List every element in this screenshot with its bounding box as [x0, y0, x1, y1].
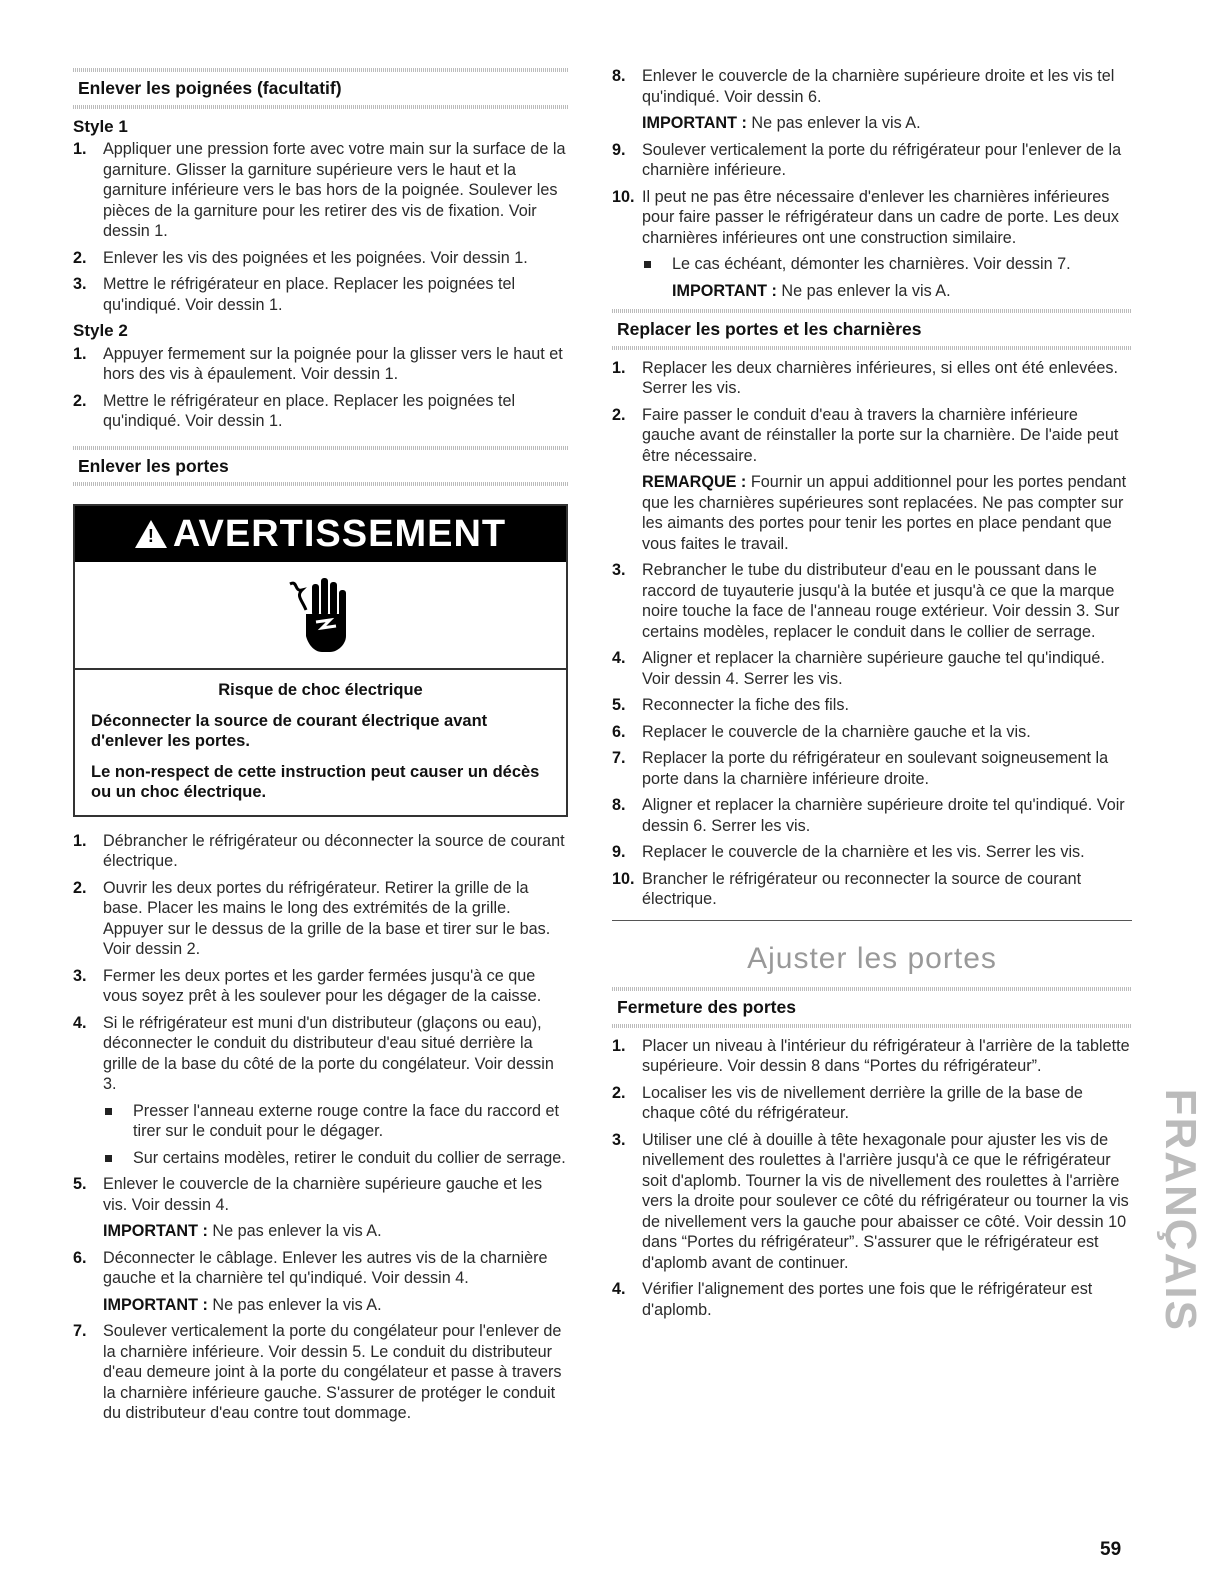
list-item: 8. Enlever le couvercle de la charnière supérieure droite et les vis tel qu'indiqué. Voir dessin 6. — [612, 67, 1115, 106]
warning-banner-text: AVERTISSEMENT — [172, 512, 507, 555]
section-heading-replace: Replacer les portes et les charnières — [612, 309, 1132, 350]
warning-risk: Risque de choc électrique — [218, 681, 423, 699]
section-heading-handles: Enlever les poignées (facultatif) — [73, 68, 568, 109]
list-item: 2. Faire passer le conduit d'eau à travers la charnière inférieure gauche avant de réinstaller la porte sur la charnière. De l'aide peut être nécessaire. — [612, 405, 1119, 465]
list-item: 6. Replacer le couvercle de la charnière gauche et la vis. — [612, 722, 1031, 741]
list-item: 3. Mettre le réfrigérateur en place. Replacer les poignées tel qu'indiqué. Voir dessin 1. — [73, 275, 516, 314]
style2-title: Style 2 — [73, 321, 128, 340]
important-note: IMPORTANT : Ne pas enlever la vis A. — [103, 1222, 382, 1240]
bullet-item: Sur certains modèles, retirer le conduit du collier de serrage. — [73, 1148, 568, 1169]
right-column — [612, 66, 1132, 1326]
list-item: 3. Fermer les deux portes et les garder fermées jusqu'à ce que vous soyez prêt à les soulever pour les dégager de la caisse. — [73, 966, 542, 1005]
list-item: 3. Rebrancher le tube du distributeur d'eau en le poussant dans le raccord de tuyauterie jusqu'à la butée et jusqu'à ce que la marque noire touche la face de l'anneau rouge extérieur. Voir dessin 3. Sur certains modèles, replacer le conduit dans le collier de serrage. — [612, 561, 1120, 641]
warning-box — [73, 504, 568, 817]
warning-banner — [75, 506, 566, 562]
warning-line2: Le non-respect de cette instruction peut causer un décès ou un choc électrique. — [91, 762, 540, 801]
electric-shock-hand-icon — [286, 570, 356, 660]
list-item: 1. Débrancher le réfrigérateur ou déconnecter la source de courant électrique. — [73, 831, 565, 870]
list-item: 2. Localiser les vis de nivellement derrière la grille de la base de chaque côté du réfrigérateur. — [612, 1083, 1083, 1122]
style1-title: Style 1 — [73, 116, 128, 136]
list-item: 4. Aligner et replacer la charnière supérieure gauche tel qu'indiqué. Voir dessin 4. Serrer les vis. — [612, 649, 1105, 688]
list-item: 5. Enlever le couvercle de la charnière supérieure gauche et les vis. Voir dessin 4. — [73, 1175, 543, 1214]
list-item: 3. Utiliser une clé à douille à tête hexagonale pour ajuster les vis de nivellement des roulettes à l'arrière jusqu'à ce que le réfrigérateur soit d'aplomb. Tourner la vis de nivellement des roulettes à l'arrière vers la droite pour soulever ce côté du réfrigérateur ou tourner la vis de nivellement vers la gauche pour abaisser ce côté. Voir dessin 10 dans “Portes du réfrigérateur”. S'assurer que le réfrigérateur est d'aplomb avant de continuer. — [612, 1130, 1129, 1272]
warning-text — [75, 670, 566, 815]
page-number: 59 — [1100, 1539, 1122, 1560]
warning-line1: Déconnecter la source de courant électrique avant d'enlever les portes. — [91, 711, 488, 750]
section-heading-closing: Fermeture des portes — [612, 987, 1132, 1028]
list-item: 1. Appuyer fermement sur la poignée pour la glisser vers le haut et hors des vis à épaulement. Voir dessin 1. — [73, 344, 563, 383]
important-note: IMPORTANT : Ne pas enlever la vis A. — [642, 114, 921, 132]
list-item: 9. Soulever verticalement la porte du réfrigérateur pour l'enlever de la charnière inférieure. — [612, 140, 1122, 179]
section-heading-doors: Enlever les portes — [73, 446, 568, 487]
list-item: 9. Replacer le couvercle de la charnière et les vis. Serrer les vis. — [612, 843, 1085, 861]
remark-note: REMARQUE : Fournir un appui additionnel pour les portes pendant que les charnières supérieures sont replacées. Ne pas compter sur les aimants des portes pour tenir les portes en place pendant que vous faites le travail. — [642, 473, 1127, 553]
list-item: 5. Reconnecter la fiche des fils. — [612, 696, 849, 714]
list-item: 6. Déconnecter le câblage. Enlever les autres vis de la charnière gauche et la charnière tel qu'indiqué. Voir dessin 4. — [73, 1248, 548, 1287]
list-item: 8. Aligner et replacer la charnière supérieure droite tel qu'indiqué. Voir dessin 6. Serrer les vis. — [612, 796, 1125, 835]
warning-icon-area — [75, 562, 566, 670]
list-item: 4. Vérifier l'alignement des portes une fois que le réfrigérateur est d'aplomb. — [612, 1280, 1093, 1319]
list-item: 1. Replacer les deux charnières inférieures, si elles ont été enlevées. Serrer les vis. — [612, 358, 1118, 397]
left-column — [73, 68, 568, 1430]
list-item: 2. Mettre le réfrigérateur en place. Replacer les poignées tel qu'indiqué. Voir dessin 1. — [73, 391, 516, 430]
section-divider — [612, 920, 1132, 921]
list-item: 7. Replacer la porte du réfrigérateur en soulevant soigneusement la porte dans la charnière inférieure droite. — [612, 749, 1109, 788]
bullet-item: Presser l'anneau externe rouge contre la face du raccord et tirer sur le conduit pour le dégager. — [73, 1101, 568, 1142]
list-item: 10. Brancher le réfrigérateur ou reconnecter la source de courant électrique. — [612, 869, 1082, 908]
list-item: 10. Il peut ne pas être nécessaire d'enlever les charnières inférieures pour faire passer le réfrigérateur dans un cadre de porte. Les deux charnières inférieures ont une construction similaire. — [612, 187, 1119, 247]
important-note: IMPORTANT : Ne pas enlever la vis A. — [103, 1295, 382, 1314]
list-item: 1. Placer un niveau à l'intérieur du réfrigérateur à l'arrière de la tablette supérieure. Voir dessin 8 dans “Portes du réfrigérateur”. — [612, 1036, 1130, 1075]
list-item: 1. Appliquer une pression forte avec votre main sur la surface de la garniture. Glisser la garniture supérieure vers le haut et la garniture inférieure vers le bas hors de la poignée. Soulever les pièces de la garniture pour les retirer des vis de fixation. Voir dessin 1. — [73, 140, 566, 240]
list-item: 4. Si le réfrigérateur est muni d'un distributeur (glaçons ou eau), déconnecter le conduit du distributeur d'eau situé derrière la grille de la base du côté de la porte du congélateur. Voir dessin 3. — [73, 1013, 554, 1093]
language-side-label: FRANÇAIS — [1156, 1088, 1206, 1332]
list-item: 7. Soulever verticalement la porte du congélateur pour l'enlever de la charnière inférieure. Voir dessin 5. Le conduit du distributeur d'eau demeure joint à la porte du congélateur et passe à travers la charnière inférieure gauche. S'assurer de protéger le conduit du distributeur d'eau contre tout dommage. — [73, 1322, 562, 1422]
bullet-item: Le cas échéant, démonter les charnières. Voir dessin 7. — [612, 254, 1132, 275]
adjust-doors-title: Ajuster les portes — [747, 941, 997, 975]
list-item: 2. Enlever les vis des poignées et les poignées. Voir dessin 1. — [73, 248, 528, 267]
important-note: IMPORTANT : Ne pas enlever la vis A. — [672, 281, 951, 300]
warning-triangle-icon: ! — [135, 520, 167, 548]
list-item: 2. Ouvrir les deux portes du réfrigérateur. Retirer la grille de la base. Placer les mains le long des extrémités de la grille. Appuyer sur le dessus de la grille de la base et tirer sur le bas. Voir dessin 2. — [73, 878, 551, 958]
